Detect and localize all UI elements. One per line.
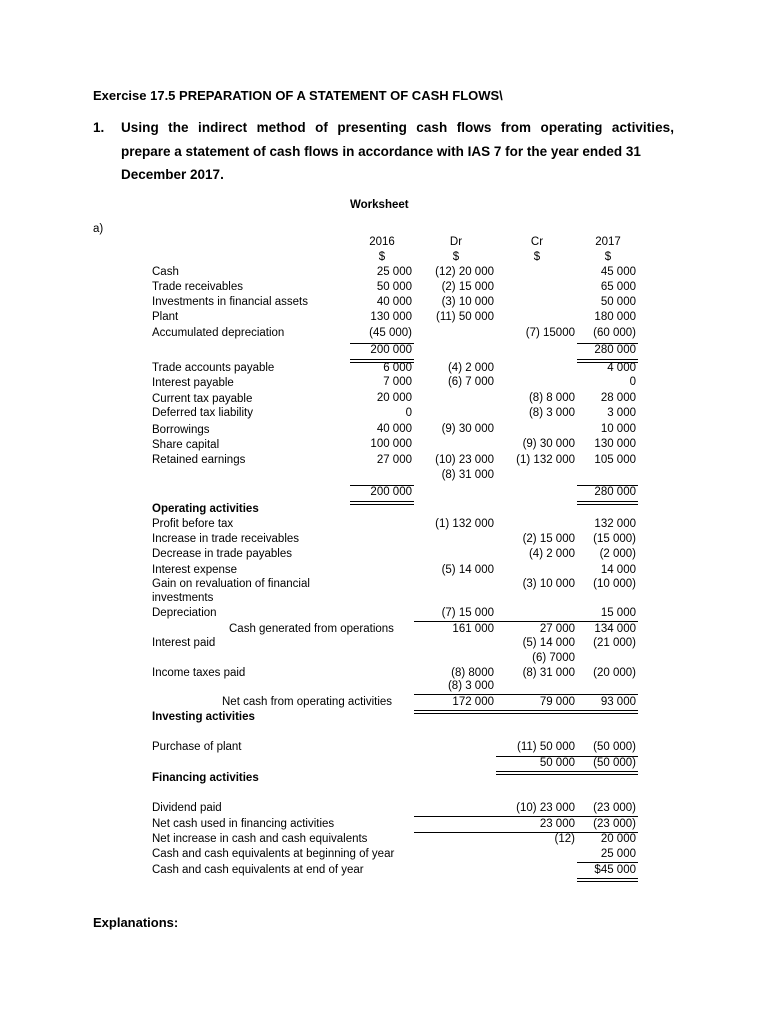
row-label: Depreciation	[152, 607, 217, 619]
cash-generated-dr: 161 000	[452, 623, 494, 635]
cell-2016: 40 000	[376, 423, 412, 435]
cell-2016: 50 000	[376, 281, 412, 293]
liabilities-total-2017: 280 000	[594, 486, 636, 498]
interest-paid-2017: (21 000)	[593, 637, 636, 649]
col-header-dr: Dr	[449, 236, 463, 248]
cell-2016: 40 000	[376, 296, 412, 308]
col-header-2017: 2017	[595, 236, 621, 248]
net-operating-rule	[414, 694, 638, 695]
net-operating-dr: 172 000	[452, 696, 494, 708]
net-operating-2017: 93 000	[600, 696, 636, 708]
net-operating-label: Net cash from operating activities	[222, 696, 393, 708]
net-operating-cr: 79 000	[539, 696, 575, 708]
cell-2017: (60 000)	[593, 327, 636, 339]
purchase-plant-label: Purchase of plant	[152, 741, 242, 753]
col-unit-dr: $	[452, 251, 460, 263]
investing-total-cr: 50 000	[539, 757, 575, 769]
row-label: Share capital	[152, 439, 220, 451]
cell-cr: (8) 8 000	[528, 392, 575, 404]
cell-dr: (1) 132 000	[435, 518, 494, 530]
cash-generated-cr: 27 000	[539, 623, 575, 635]
net-operating-double-rule	[414, 710, 638, 714]
cash-generated-2017: 134 000	[594, 623, 636, 635]
cell-dr: (11) 50 000	[436, 311, 494, 323]
dividend-label: Dividend paid	[152, 802, 222, 814]
row-label: investments	[152, 592, 214, 604]
row-label: Borrowings	[152, 424, 210, 436]
interest-paid-cr2: (6) 7000	[532, 652, 575, 664]
row-label: Interest expense	[152, 564, 238, 576]
question-line-2: prepare a statement of cash flows in accordance with IAS 7 for the year ended 31	[121, 144, 641, 159]
dividend-cr: (10) 23 000	[516, 802, 575, 814]
question-line-3: December 2017.	[121, 167, 224, 182]
cell-cr: (9) 30 000	[522, 438, 575, 450]
beginning-cash-label: Cash and cash equivalents at beginning of year	[152, 848, 395, 860]
cell-2016: 25 000	[376, 266, 412, 278]
cell-2016: 7 000	[383, 376, 412, 388]
cell-2017: 105 000	[594, 454, 636, 466]
income-taxes-2017: (20 000)	[593, 667, 636, 679]
purchase-plant-cr: (11) 50 000	[517, 741, 575, 753]
cell-2017: (15 000)	[593, 533, 636, 545]
total-double-rule-2017	[577, 501, 638, 505]
cell-2017: 180 000	[594, 311, 636, 323]
income-taxes-label: Income taxes paid	[152, 667, 246, 679]
cell-cr: (2) 15 000	[522, 533, 575, 545]
cell-dr: (7) 15 000	[441, 607, 494, 619]
interest-paid-label: Interest paid	[152, 637, 216, 649]
end-cash-2017: $45 000	[594, 864, 636, 876]
cell-2016: 130 000	[370, 311, 412, 323]
cell-dr: (3) 10 000	[441, 296, 494, 308]
cell-dr: (6) 7 000	[447, 376, 494, 388]
end-cash-rule	[577, 862, 638, 863]
cell-dr: (10) 23 000	[435, 454, 494, 466]
cell-2016: (45 000)	[369, 327, 412, 339]
purchase-plant-2017: (50 000)	[593, 741, 636, 753]
investing-title: Investing activities	[152, 711, 255, 723]
cell-2017: (2 000)	[599, 548, 636, 560]
cell-2017: 132 000	[594, 518, 636, 530]
row-label: Accumulated depreciation	[152, 327, 285, 339]
col-unit-2017: $	[604, 251, 612, 263]
cell-2017: 0	[629, 376, 636, 388]
income-taxes-cr: (8) 31 000	[522, 667, 575, 679]
net-financing-2017: (23 000)	[593, 818, 636, 830]
cell-dr: (8) 31 000	[441, 469, 494, 481]
question-number: 1.	[93, 120, 105, 135]
liabilities-total-2016: 200 000	[370, 486, 412, 498]
cell-2016: 0	[405, 407, 412, 419]
row-label: Decrease in trade payables	[152, 548, 292, 560]
cell-cr: (8) 3 000	[528, 407, 575, 419]
cell-cr: (1) 132 000	[516, 454, 575, 466]
row-label: Retained earnings	[152, 454, 246, 466]
cell-2017: (10 000)	[593, 578, 636, 590]
cell-2017: 3 000	[607, 407, 636, 419]
row-label: Increase in trade receivables	[152, 533, 300, 545]
assets-total-2017: 280 000	[594, 344, 636, 356]
cell-2016: 27 000	[376, 454, 412, 466]
col-header-cr: Cr	[530, 236, 544, 248]
beginning-cash-2017: 25 000	[600, 848, 636, 860]
income-taxes-dr2: (8) 3 000	[447, 680, 494, 692]
net-increase-2017: 20 000	[600, 833, 636, 845]
net-increase-cr: (12)	[554, 833, 575, 845]
cell-2017: 130 000	[594, 438, 636, 450]
cell-dr: (2) 15 000	[441, 281, 494, 293]
end-cash-double-rule	[577, 878, 638, 882]
cell-2016: 100 000	[370, 438, 412, 450]
row-label: Deferred tax liability	[152, 407, 253, 419]
cell-cr: (4) 2 000	[528, 548, 575, 560]
part-label: a)	[93, 223, 104, 235]
row-label: Profit before tax	[152, 518, 234, 530]
cell-cr: (3) 10 000	[522, 578, 575, 590]
interest-paid-cr1: (5) 14 000	[522, 637, 575, 649]
cell-2017: 65 000	[600, 281, 636, 293]
cell-dr: (9) 30 000	[441, 423, 494, 435]
cell-2017: 4 000	[607, 362, 636, 374]
financing-title: Financing activities	[152, 772, 259, 784]
net-financing-cr: 23 000	[539, 818, 575, 830]
cell-dr: (4) 2 000	[447, 362, 494, 374]
explanations-heading: Explanations:	[93, 915, 179, 930]
cell-2017: 50 000	[600, 296, 636, 308]
financing-rule	[414, 816, 638, 817]
cell-2017: 45 000	[600, 266, 636, 278]
row-label: Current tax payable	[152, 393, 253, 405]
cell-2016: 6 000	[383, 362, 412, 374]
row-label: Plant	[152, 311, 179, 323]
row-label: Trade receivables	[152, 281, 243, 293]
net-increase-label: Net increase in cash and cash equivalents	[152, 833, 368, 845]
dividend-2017: (23 000)	[593, 802, 636, 814]
row-label: Trade accounts payable	[152, 362, 275, 374]
cell-2017: 14 000	[600, 564, 636, 576]
assets-total-2016: 200 000	[370, 344, 412, 356]
row-label: Investments in financial assets	[152, 296, 308, 308]
cell-cr: (7) 15000	[525, 327, 575, 339]
operating-title: Operating activities	[152, 503, 259, 515]
col-unit-2016: $	[378, 251, 386, 263]
cell-2017: 15 000	[600, 607, 636, 619]
cell-2017: 28 000	[600, 392, 636, 404]
total-double-rule-2016	[350, 501, 414, 505]
investing-total-2017: (50 000)	[593, 757, 636, 769]
cash-generated-rule	[414, 621, 638, 622]
exercise-heading: Exercise 17.5 PREPARATION OF A STATEMENT OF CASH FLOWS\	[93, 88, 503, 103]
cell-2017: 10 000	[600, 423, 636, 435]
col-header-2016: 2016	[369, 236, 395, 248]
net-financing-label: Net cash used in financing activities	[152, 818, 335, 830]
cell-2016: 20 000	[376, 392, 412, 404]
row-label: Cash	[152, 266, 179, 278]
worksheet-title: Worksheet	[350, 199, 409, 211]
row-label: Gain on revaluation of financial	[152, 578, 310, 590]
cell-dr: (12) 20 000	[435, 266, 494, 278]
row-label: Interest payable	[152, 377, 234, 389]
cash-generated-label: Cash generated from operations	[229, 623, 394, 635]
col-unit-cr: $	[533, 251, 541, 263]
cell-dr: (5) 14 000	[441, 564, 494, 576]
income-taxes-dr1: (8) 8000	[451, 667, 494, 679]
question-line-1: Using the indirect method of presenting cash flows from operating activities,	[121, 120, 674, 135]
end-cash-label: Cash and cash equivalents at end of year	[152, 864, 364, 876]
investing-double-rule	[496, 771, 638, 775]
